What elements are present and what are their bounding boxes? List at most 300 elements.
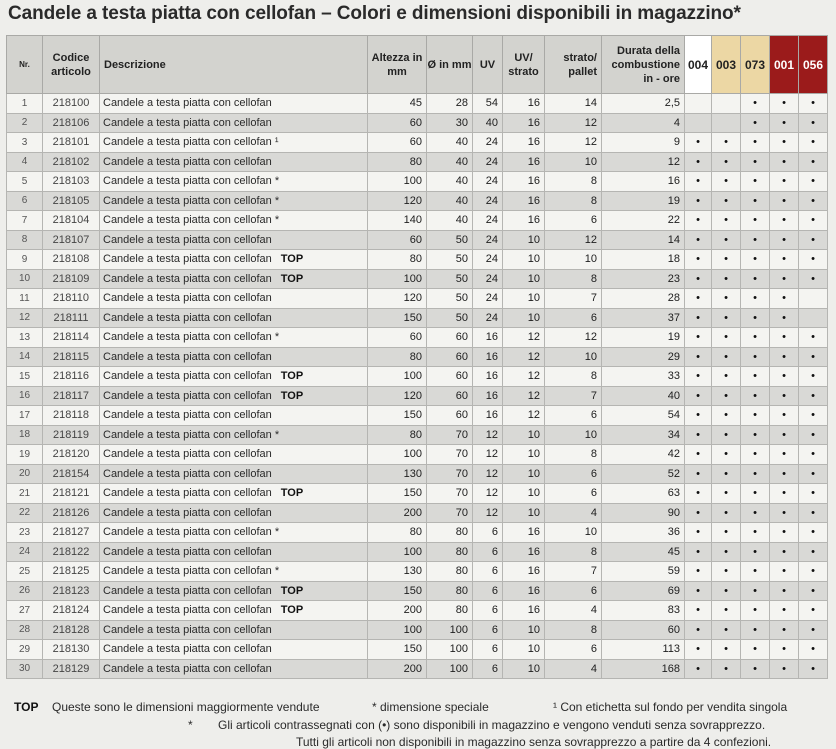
row-number: 25 (7, 562, 43, 582)
availability-073: • (741, 347, 770, 367)
durata-cell: 16 (602, 172, 685, 192)
uv-strato-cell: 16 (503, 523, 545, 543)
row-number: 23 (7, 523, 43, 543)
description-cell (100, 133, 368, 153)
availability-003: • (712, 308, 741, 328)
table-row (7, 620, 828, 640)
availability-073: • (741, 230, 770, 250)
article-code: 218114 (43, 328, 100, 348)
availability-073: • (741, 308, 770, 328)
strato-pallet-cell: 7 (545, 562, 602, 582)
uv-cell: 12 (473, 425, 503, 445)
availability-004: • (685, 562, 712, 582)
footer-surcharge-text: Tutti gli articoli non disponibili in magazzino senza sovrapprezzo a partire da 4 confezioni. (296, 735, 772, 749)
table-row (7, 152, 828, 172)
footer-special-size-note: * dimensione speciale (372, 700, 489, 714)
uv-strato-cell: 16 (503, 562, 545, 582)
diameter-cell: 60 (427, 386, 473, 406)
row-number: 5 (7, 172, 43, 192)
description-cell (100, 191, 368, 211)
product-table (6, 35, 828, 679)
durata-cell: 90 (602, 503, 685, 523)
diameter-cell: 60 (427, 347, 473, 367)
table-row (7, 503, 828, 523)
availability-073: • (741, 289, 770, 309)
table-row (7, 191, 828, 211)
diameter-cell: 60 (427, 367, 473, 387)
uv-cell: 16 (473, 367, 503, 387)
row-number: 24 (7, 542, 43, 562)
altezza-cell: 60 (368, 328, 427, 348)
description-text: Candele a testa piatta con cellofan (103, 116, 272, 129)
uv-cell: 16 (473, 347, 503, 367)
altezza-cell: 100 (368, 542, 427, 562)
strato-pallet-cell: 8 (545, 542, 602, 562)
article-code: 218129 (43, 659, 100, 679)
availability-001: • (770, 542, 799, 562)
availability-003: • (712, 620, 741, 640)
uv-strato-cell: 10 (503, 425, 545, 445)
availability-056: • (799, 523, 828, 543)
article-code: 218120 (43, 445, 100, 465)
availability-004: • (685, 620, 712, 640)
availability-056 (799, 308, 828, 328)
availability-073: • (741, 386, 770, 406)
table-row (7, 347, 828, 367)
uv-strato-cell: 10 (503, 230, 545, 250)
altezza-cell: 100 (368, 367, 427, 387)
diameter-cell: 80 (427, 523, 473, 543)
uv-strato-cell: 10 (503, 620, 545, 640)
diameter-cell: 30 (427, 113, 473, 133)
description-text: Candele a testa piatta con cellofan (103, 311, 272, 324)
availability-001: • (770, 523, 799, 543)
strato-pallet-cell: 10 (545, 523, 602, 543)
availability-001: • (770, 113, 799, 133)
availability-056: • (799, 386, 828, 406)
row-number: 12 (7, 308, 43, 328)
article-code: 218128 (43, 620, 100, 640)
availability-001: • (770, 308, 799, 328)
uv-strato-cell: 12 (503, 347, 545, 367)
article-code: 218154 (43, 464, 100, 484)
durata-cell: 23 (602, 269, 685, 289)
description-text: Candele a testa piatta con cellofan (103, 370, 272, 383)
altezza-cell: 100 (368, 172, 427, 192)
description-cell (100, 211, 368, 231)
top-badge: TOP (280, 370, 304, 383)
uv-cell: 16 (473, 328, 503, 348)
uv-cell: 24 (473, 269, 503, 289)
availability-003: • (712, 152, 741, 172)
table-row (7, 367, 828, 387)
availability-004: • (685, 503, 712, 523)
uv-cell: 16 (473, 406, 503, 426)
availability-004: • (685, 289, 712, 309)
diameter-cell: 40 (427, 152, 473, 172)
availability-003: • (712, 289, 741, 309)
altezza-cell: 120 (368, 289, 427, 309)
availability-073: • (741, 94, 770, 114)
header-uv-strato: UV/ strato (503, 36, 545, 94)
uv-cell: 40 (473, 113, 503, 133)
header-uv: UV (473, 36, 503, 94)
article-code: 218121 (43, 484, 100, 504)
availability-003: • (712, 445, 741, 465)
availability-004: • (685, 328, 712, 348)
uv-cell: 24 (473, 250, 503, 270)
diameter-cell: 40 (427, 172, 473, 192)
availability-073: • (741, 367, 770, 387)
row-number: 9 (7, 250, 43, 270)
availability-001: • (770, 445, 799, 465)
row-number: 18 (7, 425, 43, 445)
durata-cell: 37 (602, 308, 685, 328)
article-code: 218101 (43, 133, 100, 153)
table-row (7, 425, 828, 445)
strato-pallet-cell: 6 (545, 211, 602, 231)
uv-cell: 6 (473, 659, 503, 679)
description-text: Candele a testa piatta con cellofan (103, 506, 272, 519)
availability-003: • (712, 133, 741, 153)
strato-pallet-cell: 12 (545, 328, 602, 348)
description-cell (100, 562, 368, 582)
description-cell (100, 659, 368, 679)
description-text: Candele a testa piatta con cellofan * (103, 194, 280, 207)
uv-cell: 12 (473, 464, 503, 484)
table-row (7, 289, 828, 309)
availability-001: • (770, 562, 799, 582)
availability-073: • (741, 328, 770, 348)
uv-cell: 16 (473, 386, 503, 406)
article-code: 218124 (43, 601, 100, 621)
altezza-cell: 120 (368, 386, 427, 406)
uv-strato-cell: 12 (503, 386, 545, 406)
description-text: Candele a testa piatta con cellofan * (103, 175, 280, 188)
durata-cell: 69 (602, 581, 685, 601)
durata-cell: 40 (602, 386, 685, 406)
description-text: Candele a testa piatta con cellofan (103, 467, 272, 480)
durata-cell: 14 (602, 230, 685, 250)
availability-003: • (712, 659, 741, 679)
availability-073: • (741, 445, 770, 465)
availability-056: • (799, 328, 828, 348)
uv-cell: 24 (473, 172, 503, 192)
availability-001: • (770, 211, 799, 231)
availability-003: • (712, 562, 741, 582)
availability-004: • (685, 659, 712, 679)
strato-pallet-cell: 8 (545, 191, 602, 211)
description-cell (100, 367, 368, 387)
altezza-cell: 80 (368, 425, 427, 445)
description-cell (100, 289, 368, 309)
uv-cell: 6 (473, 562, 503, 582)
description-cell (100, 152, 368, 172)
diameter-cell: 80 (427, 562, 473, 582)
description-cell (100, 308, 368, 328)
header-color-001: 001 (770, 36, 799, 94)
availability-001: • (770, 406, 799, 426)
availability-004: • (685, 386, 712, 406)
table-row (7, 523, 828, 543)
table-row (7, 308, 828, 328)
availability-003: • (712, 406, 741, 426)
altezza-cell: 130 (368, 562, 427, 582)
availability-056: • (799, 659, 828, 679)
altezza-cell: 200 (368, 503, 427, 523)
footer-label-note: ¹ Con etichetta sul fondo per vendita singola (553, 700, 788, 714)
header-description: Descrizione (100, 36, 368, 94)
uv-strato-cell: 10 (503, 640, 545, 660)
top-badge: TOP (280, 604, 304, 617)
row-number: 14 (7, 347, 43, 367)
availability-004: • (685, 191, 712, 211)
altezza-cell: 60 (368, 133, 427, 153)
altezza-cell: 100 (368, 269, 427, 289)
article-code: 218109 (43, 269, 100, 289)
availability-001: • (770, 152, 799, 172)
availability-004: • (685, 152, 712, 172)
availability-073: • (741, 601, 770, 621)
header-durata: Durata della combustione in - ore (602, 36, 685, 94)
uv-cell: 24 (473, 191, 503, 211)
row-number: 29 (7, 640, 43, 660)
availability-073: • (741, 464, 770, 484)
row-number: 26 (7, 581, 43, 601)
availability-056: • (799, 406, 828, 426)
availability-003: • (712, 367, 741, 387)
availability-003: • (712, 523, 741, 543)
availability-004: • (685, 581, 712, 601)
row-number: 22 (7, 503, 43, 523)
strato-pallet-cell: 8 (545, 172, 602, 192)
table-row (7, 484, 828, 504)
availability-004: • (685, 523, 712, 543)
uv-cell: 24 (473, 289, 503, 309)
availability-056: • (799, 425, 828, 445)
availability-056: • (799, 620, 828, 640)
article-code: 218110 (43, 289, 100, 309)
durata-cell: 34 (602, 425, 685, 445)
uv-cell: 6 (473, 542, 503, 562)
availability-003: • (712, 191, 741, 211)
table-row (7, 581, 828, 601)
description-cell (100, 94, 368, 114)
diameter-cell: 70 (427, 464, 473, 484)
description-text: Candele a testa piatta con cellofan * (103, 214, 280, 227)
strato-pallet-cell: 12 (545, 113, 602, 133)
header-altezza: Altezza in mm (368, 36, 427, 94)
availability-003: • (712, 347, 741, 367)
article-code: 218100 (43, 94, 100, 114)
description-text: Candele a testa piatta con cellofan (103, 350, 272, 363)
description-cell (100, 464, 368, 484)
availability-056: • (799, 230, 828, 250)
uv-cell: 24 (473, 230, 503, 250)
availability-004: • (685, 484, 712, 504)
header-color-003: 003 (712, 36, 741, 94)
altezza-cell: 80 (368, 250, 427, 270)
diameter-cell: 70 (427, 503, 473, 523)
availability-004: • (685, 640, 712, 660)
altezza-cell: 100 (368, 445, 427, 465)
description-text: Candele a testa piatta con cellofan ¹ (103, 136, 279, 149)
diameter-cell: 40 (427, 211, 473, 231)
availability-003: • (712, 328, 741, 348)
uv-strato-cell: 10 (503, 464, 545, 484)
header-diameter: Ø in mm (427, 36, 473, 94)
uv-cell: 6 (473, 581, 503, 601)
description-cell (100, 172, 368, 192)
uv-strato-cell: 16 (503, 211, 545, 231)
uv-strato-cell: 16 (503, 152, 545, 172)
durata-cell: 28 (602, 289, 685, 309)
row-number: 27 (7, 601, 43, 621)
uv-strato-cell: 16 (503, 172, 545, 192)
availability-003: • (712, 581, 741, 601)
durata-cell: 33 (602, 367, 685, 387)
table-row (7, 269, 828, 289)
strato-pallet-cell: 4 (545, 601, 602, 621)
availability-001: • (770, 191, 799, 211)
durata-cell: 60 (602, 620, 685, 640)
availability-056: • (799, 601, 828, 621)
availability-004: • (685, 406, 712, 426)
availability-001: • (770, 328, 799, 348)
table-row (7, 328, 828, 348)
availability-004: • (685, 230, 712, 250)
availability-001: • (770, 581, 799, 601)
description-cell (100, 386, 368, 406)
diameter-cell: 40 (427, 133, 473, 153)
strato-pallet-cell: 6 (545, 484, 602, 504)
uv-cell: 6 (473, 640, 503, 660)
durata-cell: 42 (602, 445, 685, 465)
diameter-cell: 50 (427, 308, 473, 328)
availability-003: • (712, 269, 741, 289)
availability-056: • (799, 542, 828, 562)
description-cell (100, 113, 368, 133)
uv-cell: 12 (473, 445, 503, 465)
uv-strato-cell: 16 (503, 542, 545, 562)
availability-001: • (770, 172, 799, 192)
strato-pallet-cell: 6 (545, 406, 602, 426)
row-number: 20 (7, 464, 43, 484)
uv-cell: 6 (473, 523, 503, 543)
durata-cell: 59 (602, 562, 685, 582)
availability-056: • (799, 250, 828, 270)
availability-004: • (685, 133, 712, 153)
uv-strato-cell: 10 (503, 269, 545, 289)
altezza-cell: 150 (368, 406, 427, 426)
top-badge: TOP (280, 389, 304, 402)
availability-003: • (712, 484, 741, 504)
header-color-004: 004 (685, 36, 712, 94)
row-number: 2 (7, 113, 43, 133)
strato-pallet-cell: 4 (545, 659, 602, 679)
description-text: Candele a testa piatta con cellofan (103, 623, 272, 636)
altezza-cell: 150 (368, 640, 427, 660)
altezza-cell: 150 (368, 581, 427, 601)
availability-056: • (799, 464, 828, 484)
durata-cell: 19 (602, 328, 685, 348)
article-code: 218104 (43, 211, 100, 231)
diameter-cell: 100 (427, 640, 473, 660)
row-number: 1 (7, 94, 43, 114)
table-row (7, 172, 828, 192)
description-cell (100, 640, 368, 660)
uv-cell: 12 (473, 503, 503, 523)
description-cell (100, 230, 368, 250)
description-text: Candele a testa piatta con cellofan (103, 389, 272, 402)
availability-073: • (741, 269, 770, 289)
durata-cell: 2,5 (602, 94, 685, 114)
availability-056: • (799, 503, 828, 523)
availability-073: • (741, 425, 770, 445)
row-number: 30 (7, 659, 43, 679)
description-text: Candele a testa piatta con cellofan * (103, 526, 280, 539)
top-badge: TOP (280, 487, 304, 500)
uv-strato-cell: 12 (503, 367, 545, 387)
header-color-056: 056 (799, 36, 828, 94)
description-text: Candele a testa piatta con cellofan * (103, 428, 280, 441)
availability-003 (712, 113, 741, 133)
table-row (7, 94, 828, 114)
availability-004: • (685, 211, 712, 231)
availability-001: • (770, 640, 799, 660)
diameter-cell: 70 (427, 484, 473, 504)
durata-cell: 12 (602, 152, 685, 172)
availability-001: • (770, 484, 799, 504)
table-row (7, 601, 828, 621)
altezza-cell: 80 (368, 523, 427, 543)
description-cell (100, 523, 368, 543)
table-row (7, 562, 828, 582)
description-cell (100, 542, 368, 562)
altezza-cell: 130 (368, 464, 427, 484)
altezza-cell: 140 (368, 211, 427, 231)
article-code: 218125 (43, 562, 100, 582)
uv-strato-cell: 10 (503, 308, 545, 328)
uv-strato-cell: 16 (503, 94, 545, 114)
availability-056: • (799, 640, 828, 660)
availability-073: • (741, 406, 770, 426)
table-header-row (7, 36, 828, 94)
diameter-cell: 60 (427, 328, 473, 348)
availability-001: • (770, 94, 799, 114)
strato-pallet-cell: 8 (545, 367, 602, 387)
availability-073: • (741, 562, 770, 582)
availability-073: • (741, 484, 770, 504)
footer-top-text: Queste sono le dimensioni maggiormente vendute (52, 700, 320, 714)
description-text: Candele a testa piatta con cellofan (103, 292, 272, 305)
availability-056: • (799, 269, 828, 289)
availability-073: • (741, 523, 770, 543)
availability-001: • (770, 425, 799, 445)
row-number: 7 (7, 211, 43, 231)
article-code: 218107 (43, 230, 100, 250)
availability-003: • (712, 425, 741, 445)
description-text: Candele a testa piatta con cellofan (103, 233, 272, 246)
uv-strato-cell: 10 (503, 503, 545, 523)
description-text: Candele a testa piatta con cellofan (103, 272, 272, 285)
diameter-cell: 60 (427, 406, 473, 426)
availability-073: • (741, 191, 770, 211)
article-code: 218115 (43, 347, 100, 367)
availability-001: • (770, 133, 799, 153)
description-text: Candele a testa piatta con cellofan (103, 448, 272, 461)
availability-001: • (770, 464, 799, 484)
